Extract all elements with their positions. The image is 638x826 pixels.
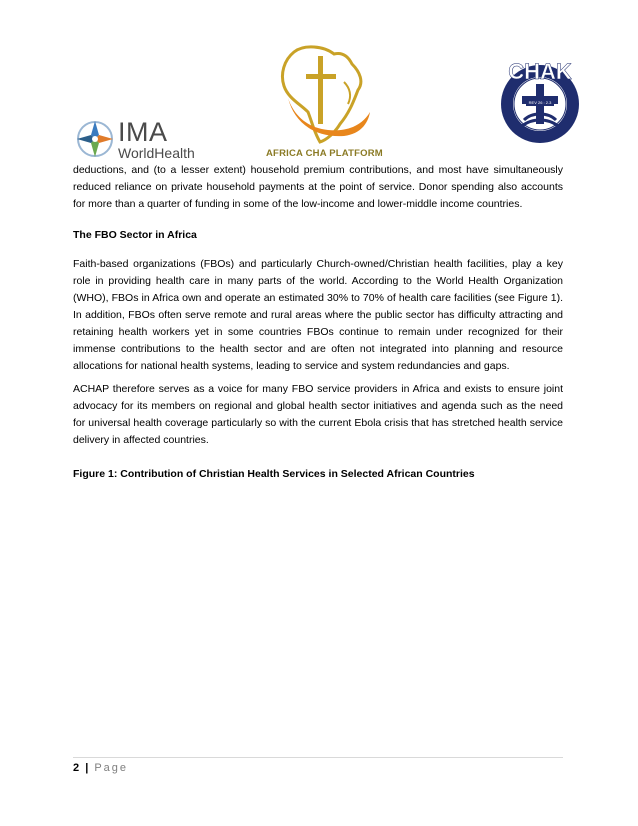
africa-cross-icon [264, 42, 378, 146]
paragraph-text: Faith-based organizations (FBOs) and particularly Church-owned/Christian health facilities, play a key role in providing health care in many parts of the world. According to the World Health Organization (WHO), FBOs in Africa own and operate an estimated 30% to 70% of health care facilities (see Figure 1). In addition, FBOs often serve remote and rural areas where the public sector has difficulty attracting and retaining health workers yet in some countries FBOs continue to remain under recognized for their immense contributions to the health sector and are often not integrated into planning and resource allocations for national health systems, leading to service and system redundancies and gaps. [73, 258, 563, 372]
body-paragraph [73, 256, 563, 375]
chak-logo [498, 60, 582, 144]
paragraph-text: ACHAP therefore serves as a voice for many FBO service providers in Africa and exists to ensure joint advocacy for its members on regional and global health sector initiatives and agenda such as the need for universal health coverage particularly so with the current Ebola crisis that has stretched health service delivery in affected countries. [73, 383, 563, 446]
page-number: 2 [73, 762, 80, 774]
paragraph-text: deductions, and (to a lesser extent) household premium contributions, and most have simultaneously reduced reliance on private household payments at the point of service. Donor spending also accounts for more than a quarter of funding in some of the low-income and lower-middle income countries. [73, 164, 563, 210]
ima-world-health-logo [74, 118, 214, 162]
achap-caption: AFRICA CHA PLATFORM [266, 148, 383, 159]
ima-wordmark: IMA [118, 117, 168, 147]
world-health-wordmark: WorldHealth [118, 145, 195, 161]
chak-title: CHAK [508, 59, 572, 84]
chak-verse: REV 26 : 2.3 [526, 100, 554, 106]
section-heading: The FBO Sector in Africa [73, 229, 197, 241]
ima-compass-icon [74, 118, 116, 160]
achap-logo [264, 42, 383, 162]
footer-separator: | [85, 762, 89, 774]
footer-divider [73, 757, 563, 758]
figure-caption: Figure 1: Contribution of Christian Health Services in Selected African Countries [73, 468, 475, 480]
page-footer [73, 760, 128, 776]
body-paragraph [73, 162, 563, 213]
body-paragraph [73, 381, 563, 449]
page-label: Page [94, 762, 129, 774]
